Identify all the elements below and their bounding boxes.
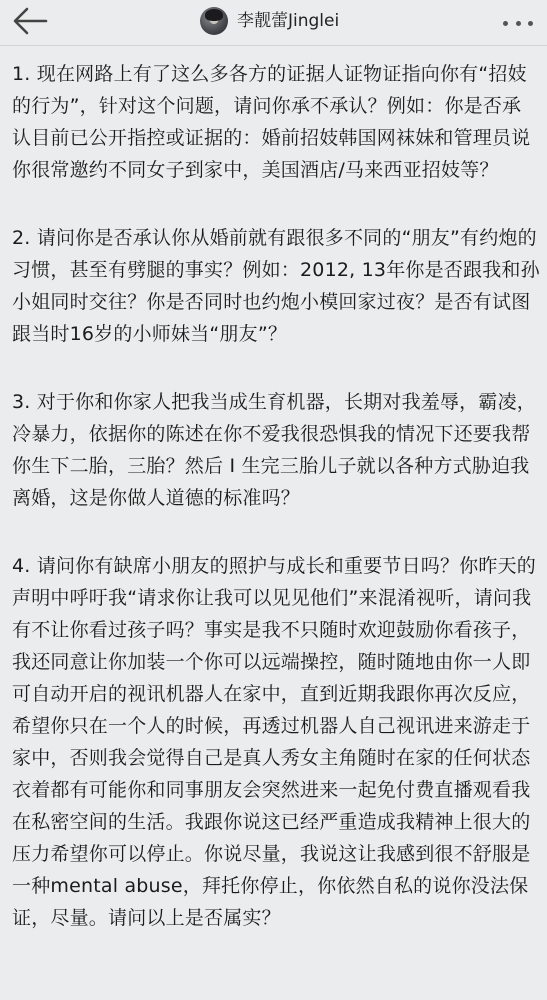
more-options-button[interactable] bbox=[503, 18, 533, 28]
username[interactable]: 李靓蕾Jinglei bbox=[237, 11, 340, 31]
back-button[interactable] bbox=[10, 4, 50, 38]
more-dots-icon bbox=[503, 21, 508, 26]
post-paragraph-4: 4. 请问你有缺席小朋友的照护与成长和重要节日吗？你昨天的声明中呼吁我“请求你让我可以见见他们”来混淆视听，请问我有不让你看过孩子吗？事实是我不只随时欢迎鼓励你看孩子，我还同意让你加装一个你可以远端操控，随时随地由你一人即可自动开启的视讯机器人在家中，直到近期我跟你再次反应，希望你只在一个人的时候，再透过机器人自己视讯进来游走于家中，否则我会觉得自己是真人秀女主角随时在家的任何状态衣着都有可能你和同事朋友会突然进来一起免付费直播观看我在私密空间的生活。我跟你说这已经严重造成我精神上很大的压力希望你可以停止。你说尽量，我说这让我感到很不舒服是一种mental abuse，拜托你停止，你依然自私的说你没法保证，尽量。请问以上是否属实？ bbox=[12, 555, 536, 929]
top-nav-bar bbox=[0, 0, 547, 44]
avatar[interactable] bbox=[200, 7, 228, 35]
arrow-left-icon bbox=[10, 4, 50, 38]
post-paragraph-1: 1. 现在网路上有了这么多各方的证据人证物证指向你有“招妓的行为”，针对这个问题，请问你承不承认？例如：你是否承认目前已公开指控或证据的：婚前招妓韩国网袜妹和管理员说你很常邀约不同女子到家中，美国酒店/马来西亚招妓等？ bbox=[12, 63, 531, 181]
post-paragraph-3: 3. 对于你和你家人把我当成生育机器，长期对我羞辱，霸凌，冷暴力，依据你的陈述在你不爱我很恐惧我的情况下还要我帮你生下二胎，三胎？然后 I 生完三胎儿子就以各种方式胁迫我离婚，这是你做人道德的标准吗？ bbox=[12, 391, 536, 509]
post-paragraph-2: 2. 请问你是否承认你从婚前就有跟很多不同的“朋友”有约炮的习惯，甚至有劈腿的事实？例如：2012, 13年你是否跟我和孙小姐同时交往？你是否同时也约炮小模回家过夜？是否有试图跟当时16岁的小师妹当“朋友”？ bbox=[12, 227, 540, 345]
header-divider bbox=[0, 45, 547, 46]
post-content bbox=[12, 58, 540, 970]
